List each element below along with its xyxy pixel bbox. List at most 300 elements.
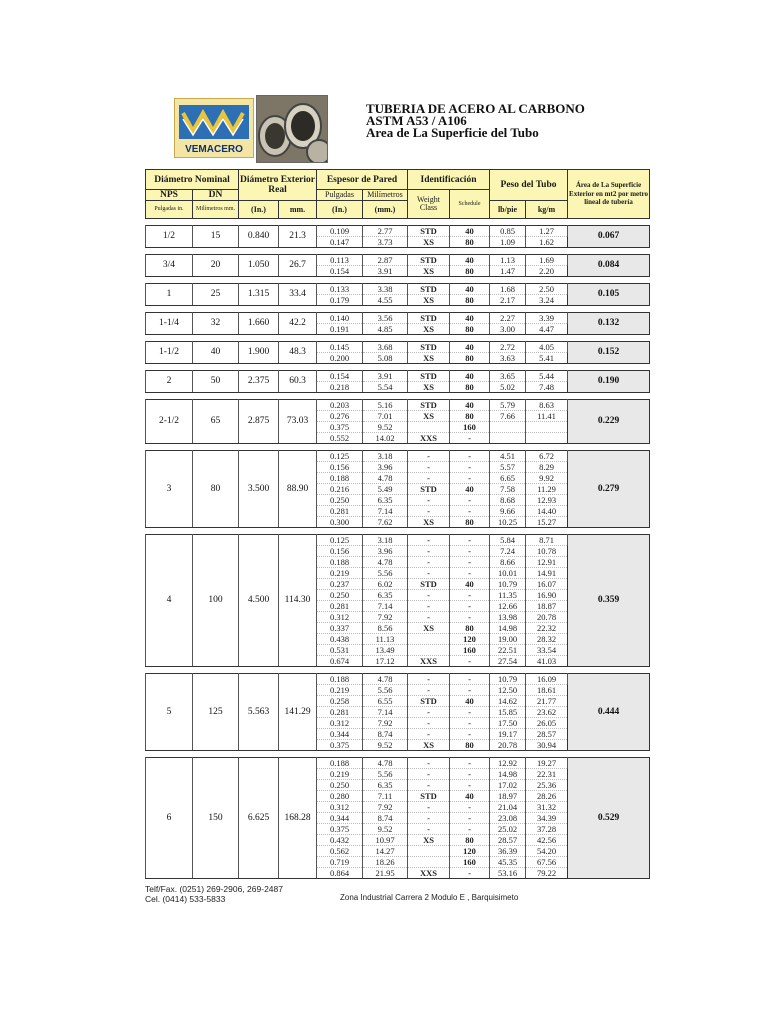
schedule-cell: -	[450, 758, 490, 769]
weight-kgm-cell: 9.92	[526, 473, 568, 484]
od-in-cell: 4.500	[239, 535, 279, 667]
weight-class-cell: -	[408, 535, 450, 546]
group-gap	[146, 306, 650, 313]
group-gap	[146, 751, 650, 758]
weight-kgm-cell: 25.36	[526, 780, 568, 791]
weight-kgm-cell: 4.05	[526, 342, 568, 353]
weight-kgm-cell: 8.29	[526, 462, 568, 473]
document-title	[366, 103, 585, 139]
thickness-mm-cell: 7.92	[363, 612, 408, 623]
weight-kgm-cell: 5.44	[526, 371, 568, 382]
weight-class-cell	[408, 846, 450, 857]
thickness-mm-cell: 6.55	[363, 696, 408, 707]
thickness-in-cell: 0.375	[317, 824, 363, 835]
group-gap	[146, 667, 650, 674]
weight-kgm-cell: 16.09	[526, 674, 568, 685]
thickness-mm-cell: 8.74	[363, 729, 408, 740]
table-row	[146, 226, 650, 237]
weight-class-cell: STD	[408, 342, 450, 353]
weight-lbft-cell: 1.13	[490, 255, 526, 266]
weight-kgm-cell: 42.56	[526, 835, 568, 846]
schedule-cell: -	[450, 590, 490, 601]
esp-pulgadas-header: Pulgadas	[317, 190, 363, 201]
weight-class-header: Weight Class	[408, 190, 450, 219]
thickness-mm-cell: 3.91	[363, 371, 408, 382]
schedule-cell: 160	[450, 645, 490, 656]
weight-lbft-cell: 23.08	[490, 813, 526, 824]
thickness-mm-cell: 4.78	[363, 758, 408, 769]
weight-lbft-cell: 7.66	[490, 411, 526, 422]
schedule-cell: 120	[450, 634, 490, 645]
weight-class-cell: STD	[408, 484, 450, 495]
weight-lbft-cell: 20.78	[490, 740, 526, 751]
od-in-cell: 1.660	[239, 313, 279, 335]
weight-class-cell: -	[408, 612, 450, 623]
nominal-header: Diámetro Nominal	[146, 170, 239, 190]
od-mm-cell: 73.03	[279, 400, 317, 444]
thickness-mm-cell: 4.78	[363, 557, 408, 568]
pulgadas-header: Pulgadas in.	[146, 201, 193, 219]
schedule-cell: -	[450, 674, 490, 685]
dn-header: DN	[193, 190, 239, 201]
thickness-mm-cell: 7.14	[363, 601, 408, 612]
thickness-mm-cell: 7.11	[363, 791, 408, 802]
milimetros-header: Milímetros mm.	[193, 201, 239, 219]
thickness-mm-cell: 6.02	[363, 579, 408, 590]
thickness-mm-cell: 6.35	[363, 495, 408, 506]
schedule-cell: 80	[450, 295, 490, 306]
weight-kgm-cell: 1.27	[526, 226, 568, 237]
weight-kgm-cell: 14.40	[526, 506, 568, 517]
weight-lbft-cell: 14.62	[490, 696, 526, 707]
weight-class-cell: -	[408, 568, 450, 579]
weight-lbft-cell	[490, 433, 526, 444]
weight-kgm-cell: 31.32	[526, 802, 568, 813]
thickness-mm-cell: 21.95	[363, 868, 408, 879]
thickness-in-cell: 0.337	[317, 623, 363, 634]
thickness-mm-cell: 7.92	[363, 718, 408, 729]
pipe-group	[146, 400, 650, 444]
weight-class-cell: -	[408, 780, 450, 791]
weight-lbft-cell: 10.25	[490, 517, 526, 528]
schedule-cell: 80	[450, 237, 490, 248]
thickness-mm-cell: 5.56	[363, 769, 408, 780]
weight-kgm-cell: 28.32	[526, 634, 568, 645]
weight-class-cell: -	[408, 546, 450, 557]
weight-lbft-cell: 10.79	[490, 579, 526, 590]
thickness-mm-cell: 3.73	[363, 237, 408, 248]
weight-class-cell: -	[408, 590, 450, 601]
nps-cell: 3/4	[146, 255, 193, 277]
weight-kgm-cell: 21.77	[526, 696, 568, 707]
weight-lbft-cell: 22.51	[490, 645, 526, 656]
weight-class-cell	[408, 857, 450, 868]
weight-class-cell: XS	[408, 382, 450, 393]
schedule-cell: 40	[450, 371, 490, 382]
schedule-cell: 40	[450, 342, 490, 353]
weight-lbft-cell: 17.50	[490, 718, 526, 729]
thickness-in-cell: 0.280	[317, 791, 363, 802]
thickness-in-cell: 0.344	[317, 729, 363, 740]
logo-emblem-icon	[179, 105, 249, 139]
group-gap	[146, 364, 650, 371]
weight-kgm-cell: 8.71	[526, 535, 568, 546]
weight-class-cell: -	[408, 506, 450, 517]
table-row	[146, 400, 650, 411]
weight-class-cell: XXS	[408, 868, 450, 879]
thickness-mm-cell: 10.97	[363, 835, 408, 846]
dn-cell: 20	[193, 255, 239, 277]
thickness-in-cell: 0.219	[317, 685, 363, 696]
od-mm-cell: 33.4	[279, 284, 317, 306]
weight-kgm-cell: 26.05	[526, 718, 568, 729]
schedule-cell: 80	[450, 623, 490, 634]
group-gap	[146, 444, 650, 451]
od-mm-cell: 168.28	[279, 758, 317, 879]
dn-cell: 15	[193, 226, 239, 248]
pipe-group	[146, 674, 650, 751]
weight-kgm-cell: 7.48	[526, 382, 568, 393]
footer-phone: Telf/Fax. (0251) 269-2906, 269-2487	[145, 884, 283, 894]
area-cell: 0.152	[568, 342, 650, 364]
thickness-mm-cell: 9.52	[363, 740, 408, 751]
thickness-in-cell: 0.216	[317, 484, 363, 495]
thickness-in-cell: 0.154	[317, 371, 363, 382]
thickness-mm-cell: 3.18	[363, 535, 408, 546]
schedule-cell: -	[450, 557, 490, 568]
thickness-mm-cell: 3.38	[363, 284, 408, 295]
group-gap	[146, 393, 650, 400]
schedule-cell: 80	[450, 266, 490, 277]
thickness-mm-cell: 7.14	[363, 707, 408, 718]
exterior-header: Diámetro Exterior Real	[239, 170, 317, 201]
thickness-in-cell: 0.281	[317, 506, 363, 517]
thickness-mm-cell: 7.01	[363, 411, 408, 422]
od-mm-cell: 48.3	[279, 342, 317, 364]
weight-class-cell: -	[408, 473, 450, 484]
schedule-cell: 80	[450, 740, 490, 751]
nps-cell: 2	[146, 371, 193, 393]
od-in-cell: 3.500	[239, 451, 279, 528]
weight-lbft-cell: 45.35	[490, 857, 526, 868]
weight-class-cell: STD	[408, 255, 450, 266]
area-cell: 0.067	[568, 226, 650, 248]
schedule-cell: -	[450, 813, 490, 824]
weight-lbft-cell: 5.84	[490, 535, 526, 546]
footer-cel: Cel. (0414) 533-5833	[145, 894, 226, 904]
weight-class-cell: XS	[408, 835, 450, 846]
weight-kgm-cell: 54.20	[526, 846, 568, 857]
table-row	[146, 255, 650, 266]
pipe-group	[146, 284, 650, 306]
weight-lbft-cell: 18.97	[490, 791, 526, 802]
table-row	[146, 284, 650, 295]
weight-kgm-cell: 33.54	[526, 645, 568, 656]
schedule-cell: -	[450, 802, 490, 813]
thickness-mm-cell: 3.96	[363, 546, 408, 557]
weight-kgm-cell: 8.63	[526, 400, 568, 411]
weight-lbft-cell: 2.27	[490, 313, 526, 324]
area-cell: 0.279	[568, 451, 650, 528]
nps-cell: 1-1/4	[146, 313, 193, 335]
schedule-cell: 80	[450, 835, 490, 846]
weight-kgm-cell: 2.50	[526, 284, 568, 295]
thickness-in-cell: 0.125	[317, 451, 363, 462]
schedule-cell: 120	[450, 846, 490, 857]
weight-class-cell: -	[408, 824, 450, 835]
thickness-mm-cell: 7.14	[363, 506, 408, 517]
od-in-cell: 6.625	[239, 758, 279, 879]
title-line-3: Area de La Superficie del Tubo	[366, 125, 539, 140]
thickness-in-cell: 0.432	[317, 835, 363, 846]
weight-kgm-cell: 11.29	[526, 484, 568, 495]
schedule-cell: -	[450, 612, 490, 623]
thickness-in-cell: 0.438	[317, 634, 363, 645]
weight-kgm-cell: 19.27	[526, 758, 568, 769]
nps-cell: 1-1/2	[146, 342, 193, 364]
weight-kgm-cell: 3.39	[526, 313, 568, 324]
weight-kgm-cell: 14.91	[526, 568, 568, 579]
pipe-group	[146, 451, 650, 528]
weight-class-cell: STD	[408, 400, 450, 411]
weight-kgm-cell: 34.39	[526, 813, 568, 824]
schedule-cell: 40	[450, 400, 490, 411]
thickness-in-cell: 0.156	[317, 546, 363, 557]
area-cell: 0.229	[568, 400, 650, 444]
weight-lbft-cell: 10.01	[490, 568, 526, 579]
dn-cell: 32	[193, 313, 239, 335]
weight-kgm-cell: 11.41	[526, 411, 568, 422]
weight-class-cell: XS	[408, 353, 450, 364]
esp-mm-header: (mm.)	[363, 201, 408, 219]
pipe-group	[146, 313, 650, 335]
thickness-in-cell: 0.140	[317, 313, 363, 324]
schedule-cell: -	[450, 495, 490, 506]
dn-cell: 125	[193, 674, 239, 751]
od-in-cell: 2.375	[239, 371, 279, 393]
schedule-cell: 40	[450, 484, 490, 495]
weight-class-cell: -	[408, 729, 450, 740]
weight-lbft-cell: 1.68	[490, 284, 526, 295]
weight-lbft-cell: 53.16	[490, 868, 526, 879]
weight-class-cell: STD	[408, 226, 450, 237]
weight-kgm-cell: 16.90	[526, 590, 568, 601]
pipe-group	[146, 255, 650, 277]
thickness-mm-cell: 4.78	[363, 473, 408, 484]
weight-lbft-cell: 5.57	[490, 462, 526, 473]
weight-kgm-cell: 37.28	[526, 824, 568, 835]
schedule-cell: 80	[450, 411, 490, 422]
schedule-cell: -	[450, 535, 490, 546]
weight-class-cell: XS	[408, 324, 450, 335]
area-cell: 0.105	[568, 284, 650, 306]
thickness-mm-cell: 3.91	[363, 266, 408, 277]
schedule-cell: -	[450, 546, 490, 557]
esp-in-header: (In.)	[317, 201, 363, 219]
thickness-mm-cell: 4.78	[363, 674, 408, 685]
thickness-in-cell: 0.218	[317, 382, 363, 393]
table-row	[146, 371, 650, 382]
schedule-header: Schedule	[450, 190, 490, 219]
weight-kgm-cell: 5.41	[526, 353, 568, 364]
schedule-cell: -	[450, 729, 490, 740]
thickness-mm-cell: 4.85	[363, 324, 408, 335]
weight-kgm-cell: 18.87	[526, 601, 568, 612]
od-in-cell: 0.840	[239, 226, 279, 248]
weight-lbft-cell: 14.98	[490, 769, 526, 780]
schedule-cell: -	[450, 451, 490, 462]
table-row	[146, 342, 650, 353]
weight-class-cell: XXS	[408, 656, 450, 667]
title-line-1: TUBERIA DE ACERO AL CARBONO	[366, 101, 585, 116]
weight-kgm-cell: 16.07	[526, 579, 568, 590]
weight-lbft-cell	[490, 422, 526, 433]
weight-kgm-cell: 67.56	[526, 857, 568, 868]
table-row	[146, 758, 650, 769]
nps-cell: 5	[146, 674, 193, 751]
thickness-in-cell: 0.179	[317, 295, 363, 306]
area-cell: 0.529	[568, 758, 650, 879]
group-gap	[146, 528, 650, 535]
thickness-in-cell: 0.552	[317, 433, 363, 444]
weight-kgm-cell: 1.62	[526, 237, 568, 248]
weight-lbft-cell: 6.65	[490, 473, 526, 484]
thickness-in-cell: 0.250	[317, 495, 363, 506]
thickness-mm-cell: 8.56	[363, 623, 408, 634]
thickness-in-cell: 0.191	[317, 324, 363, 335]
pipe-group	[146, 226, 650, 248]
weight-lbft-cell: 7.58	[490, 484, 526, 495]
schedule-cell: 80	[450, 353, 490, 364]
weight-lbft-cell: 9.66	[490, 506, 526, 517]
thickness-mm-cell: 3.68	[363, 342, 408, 353]
schedule-cell: 80	[450, 517, 490, 528]
weight-kgm-cell: 20.78	[526, 612, 568, 623]
weight-class-cell: -	[408, 813, 450, 824]
thickness-mm-cell: 5.56	[363, 685, 408, 696]
thickness-in-cell: 0.258	[317, 696, 363, 707]
weight-lbft-cell: 2.17	[490, 295, 526, 306]
schedule-cell: 80	[450, 382, 490, 393]
schedule-cell: 80	[450, 324, 490, 335]
nps-cell: 2-1/2	[146, 400, 193, 444]
weight-kgm-cell: 6.72	[526, 451, 568, 462]
weight-class-cell: -	[408, 601, 450, 612]
thickness-mm-cell: 5.54	[363, 382, 408, 393]
weight-class-cell	[408, 645, 450, 656]
thickness-in-cell: 0.188	[317, 674, 363, 685]
weight-lbft-cell: 5.79	[490, 400, 526, 411]
weight-class-cell: -	[408, 462, 450, 473]
schedule-cell: -	[450, 656, 490, 667]
thickness-in-cell: 0.133	[317, 284, 363, 295]
schedule-cell: -	[450, 824, 490, 835]
weight-lbft-cell: 17.02	[490, 780, 526, 791]
dn-cell: 50	[193, 371, 239, 393]
area-cell: 0.444	[568, 674, 650, 751]
weight-kgm-cell: 28.57	[526, 729, 568, 740]
thickness-in-cell: 0.276	[317, 411, 363, 422]
od-mm-cell: 21.3	[279, 226, 317, 248]
company-logo	[174, 98, 254, 158]
weight-lbft-cell: 2.72	[490, 342, 526, 353]
thickness-in-cell: 0.312	[317, 802, 363, 813]
thickness-mm-cell: 18.26	[363, 857, 408, 868]
pipe-group	[146, 342, 650, 364]
title-line-2: ASTM A53 / A106	[366, 113, 467, 128]
peso-header: Peso del Tubo	[490, 170, 568, 201]
weight-lbft-cell: 1.09	[490, 237, 526, 248]
table-row	[146, 313, 650, 324]
thickness-in-cell: 0.145	[317, 342, 363, 353]
schedule-cell: -	[450, 601, 490, 612]
thickness-in-cell: 0.300	[317, 517, 363, 528]
thickness-in-cell: 0.864	[317, 868, 363, 879]
schedule-cell: 40	[450, 696, 490, 707]
thickness-in-cell: 0.375	[317, 422, 363, 433]
thickness-in-cell: 0.312	[317, 718, 363, 729]
thickness-in-cell: 0.200	[317, 353, 363, 364]
weight-kgm-cell: 12.91	[526, 557, 568, 568]
weight-kgm-cell: 23.62	[526, 707, 568, 718]
thickness-in-cell: 0.219	[317, 769, 363, 780]
pipe-group	[146, 371, 650, 393]
pipe-group	[146, 758, 650, 879]
od-mm-cell: 60.3	[279, 371, 317, 393]
schedule-cell: 40	[450, 226, 490, 237]
thickness-in-cell: 0.203	[317, 400, 363, 411]
dn-cell: 150	[193, 758, 239, 879]
thickness-in-cell: 0.147	[317, 237, 363, 248]
weight-lbft-cell: 19.17	[490, 729, 526, 740]
thickness-mm-cell: 5.16	[363, 400, 408, 411]
schedule-cell: -	[450, 685, 490, 696]
weight-class-cell: -	[408, 451, 450, 462]
thickness-mm-cell: 5.49	[363, 484, 408, 495]
thickness-in-cell: 0.375	[317, 740, 363, 751]
schedule-cell: 160	[450, 857, 490, 868]
weight-lbft-cell: 12.92	[490, 758, 526, 769]
schedule-cell: 160	[450, 422, 490, 433]
thickness-mm-cell: 3.96	[363, 462, 408, 473]
od-mm-cell: 26.7	[279, 255, 317, 277]
area-cell: 0.084	[568, 255, 650, 277]
weight-class-cell: STD	[408, 371, 450, 382]
od-in-cell: 2.875	[239, 400, 279, 444]
thickness-mm-cell: 13.49	[363, 645, 408, 656]
pipe-table	[145, 169, 650, 879]
weight-lbft-cell: 5.02	[490, 382, 526, 393]
thickness-in-cell: 0.719	[317, 857, 363, 868]
area-cell: 0.359	[568, 535, 650, 667]
group-gap	[146, 219, 650, 226]
od-in-header: (In.)	[239, 201, 279, 219]
weight-class-cell: STD	[408, 313, 450, 324]
schedule-cell: -	[450, 462, 490, 473]
schedule-cell: -	[450, 707, 490, 718]
od-mm-cell: 88.90	[279, 451, 317, 528]
schedule-cell: 40	[450, 313, 490, 324]
weight-lbft-cell: 14.98	[490, 623, 526, 634]
pipe-group	[146, 535, 650, 667]
weight-lbft-cell: 4.51	[490, 451, 526, 462]
thickness-in-cell: 0.188	[317, 473, 363, 484]
dn-cell: 100	[193, 535, 239, 667]
thickness-in-cell: 0.312	[317, 612, 363, 623]
thickness-mm-cell: 6.35	[363, 780, 408, 791]
group-gap	[146, 335, 650, 342]
weight-lbft-cell: 1.47	[490, 266, 526, 277]
